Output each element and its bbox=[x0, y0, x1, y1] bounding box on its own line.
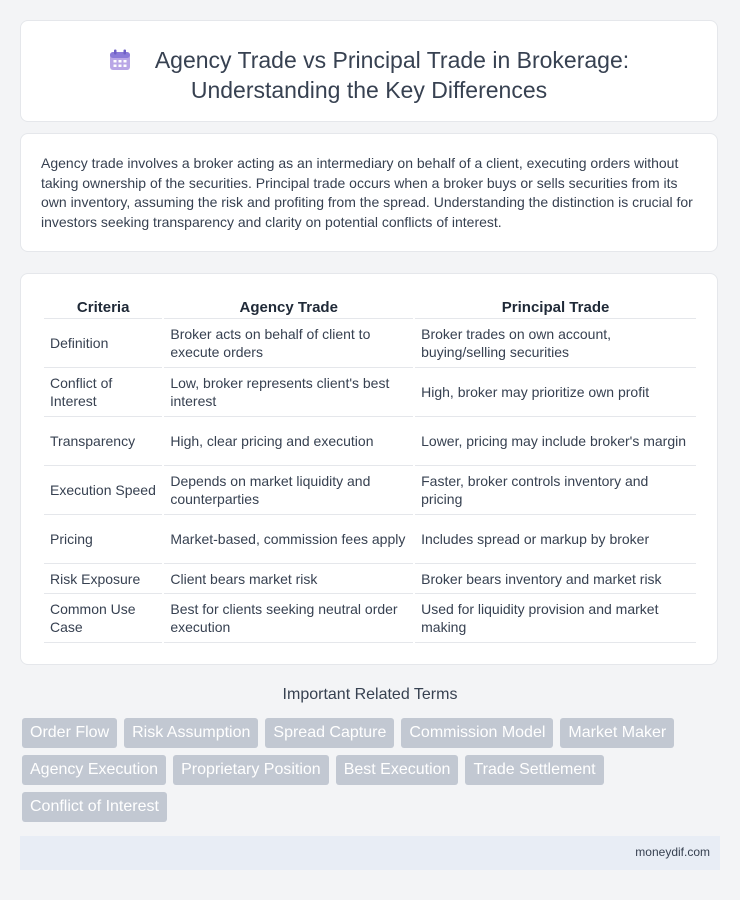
cell-agency: Market-based, commission fees apply bbox=[164, 515, 413, 564]
table-row bbox=[44, 515, 696, 564]
table-row bbox=[44, 319, 696, 368]
tag-commission-model[interactable]: Commission Model bbox=[401, 718, 553, 748]
cell-criteria: Conflict of Interest bbox=[44, 368, 162, 417]
calendar-icon bbox=[109, 48, 131, 70]
tag-conflict-of-interest[interactable]: Conflict of Interest bbox=[22, 792, 167, 822]
tag-agency-execution[interactable]: Agency Execution bbox=[22, 755, 166, 785]
page-title bbox=[21, 45, 717, 105]
title-line-2: Understanding the Key Differences bbox=[190, 77, 548, 103]
cell-agency: Depends on market liquidity and counterparties bbox=[164, 466, 413, 515]
cell-principal: Used for liquidity provision and market making bbox=[415, 594, 696, 643]
title-card bbox=[20, 20, 718, 122]
cell-criteria: Definition bbox=[44, 319, 162, 368]
comparison-card bbox=[20, 273, 718, 665]
cell-principal: High, broker may prioritize own profit bbox=[415, 368, 696, 417]
footer bbox=[20, 836, 720, 870]
table-row bbox=[44, 564, 696, 594]
tag-risk-assumption[interactable]: Risk Assumption bbox=[124, 718, 258, 748]
table-header-row bbox=[44, 296, 696, 319]
cell-principal: Faster, broker controls inventory and pricing bbox=[415, 466, 696, 515]
header-principal-trade: Principal Trade bbox=[415, 296, 696, 319]
cell-criteria: Pricing bbox=[44, 515, 162, 564]
title-line-1: Agency Trade vs Principal Trade in Brokerage: bbox=[154, 47, 630, 73]
cell-principal: Broker trades on own account, buying/selling securities bbox=[415, 319, 696, 368]
intro-paragraph: Agency trade involves a broker acting as an intermediary on behalf of a client, executing orders without taking ownership of the securities. Principal trade occurs when a broker buys or sells securities from its own inventory, assuming the risk and profiting from the spread. Understanding the distinction is crucial for investors seeking transparency and clarity on potential conflicts of interest. bbox=[41, 155, 693, 230]
tag-best-execution[interactable]: Best Execution bbox=[336, 755, 459, 785]
cell-agency: Client bears market risk bbox=[164, 564, 413, 594]
cell-agency: Low, broker represents client's best interest bbox=[164, 368, 413, 417]
cell-agency: High, clear pricing and execution bbox=[164, 417, 413, 466]
comparison-table bbox=[42, 296, 698, 643]
header-agency-trade: Agency Trade bbox=[164, 296, 413, 319]
related-terms-title: Important Related Terms bbox=[282, 686, 458, 703]
cell-agency: Broker acts on behalf of client to execute orders bbox=[164, 319, 413, 368]
tag-spread-capture[interactable]: Spread Capture bbox=[265, 718, 394, 748]
table-row bbox=[44, 417, 696, 466]
cell-criteria: Risk Exposure bbox=[44, 564, 162, 594]
tag-market-maker[interactable]: Market Maker bbox=[560, 718, 674, 748]
cell-criteria: Transparency bbox=[44, 417, 162, 466]
tag-order-flow[interactable]: Order Flow bbox=[22, 718, 117, 748]
cell-agency: Best for clients seeking neutral order execution bbox=[164, 594, 413, 643]
cell-principal: Lower, pricing may include broker's margin bbox=[415, 417, 696, 466]
cell-principal: Broker bears inventory and market risk bbox=[415, 564, 696, 594]
table-row bbox=[44, 466, 696, 515]
cell-criteria: Execution Speed bbox=[44, 466, 162, 515]
table-row bbox=[44, 368, 696, 417]
header-criteria: Criteria bbox=[44, 296, 162, 319]
cell-criteria: Common Use Case bbox=[44, 594, 162, 643]
intro-card bbox=[20, 133, 718, 252]
table-row bbox=[44, 594, 696, 643]
tag-trade-settlement[interactable]: Trade Settlement bbox=[465, 755, 603, 785]
footer-site-link[interactable]: moneydif.com bbox=[635, 845, 710, 859]
cell-principal: Includes spread or markup by broker bbox=[415, 515, 696, 564]
tag-proprietary-position[interactable]: Proprietary Position bbox=[173, 755, 329, 785]
related-terms-list bbox=[22, 718, 712, 822]
